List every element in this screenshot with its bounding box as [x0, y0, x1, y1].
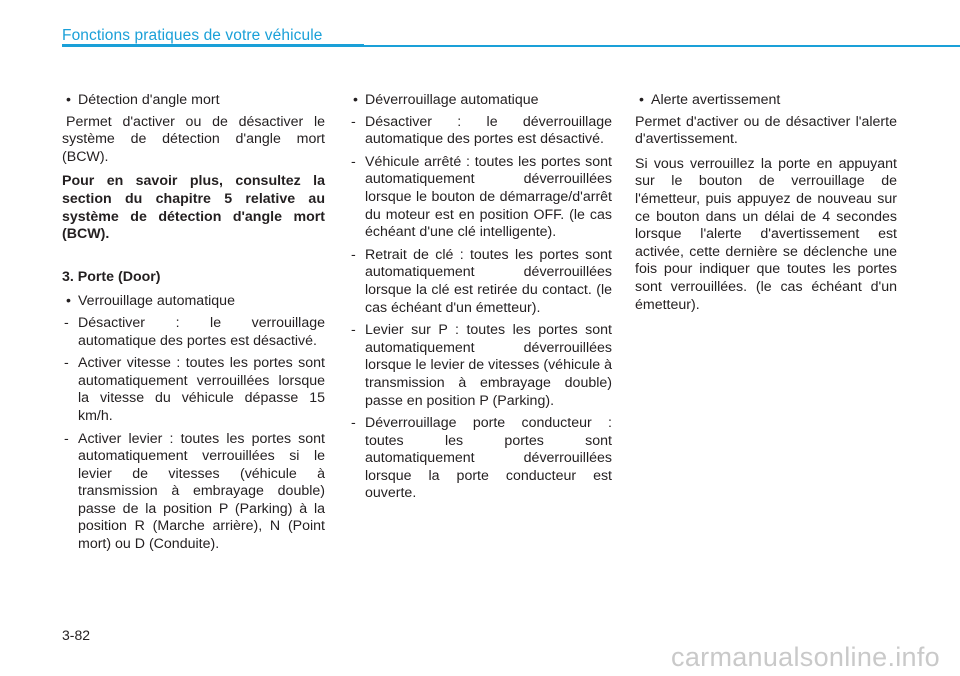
dash-item-speed-lock: - Activer vitesse : toutes les portes sont automatiquement verrouillées lorsque la vitesse du véhicule dépasse 15 km/h. [62, 355, 325, 425]
header-rule-thick [62, 44, 364, 47]
watermark-text: carmanualsonline.info [671, 642, 940, 672]
column-middle [349, 92, 612, 508]
paragraph-warning-toggle: Permet d'activer ou de désactiver l'alerte d'avertissement. [635, 113, 897, 148]
bullet-auto-unlock: • Déverrouillage automatique [349, 92, 612, 110]
dash-item-lever-on-p: - Levier sur P : toutes les portes sont automatiquement déverrouillées lorsque le levier de vitesses (véhicule à transmission à embrayage double) passe en position P (Parking). [349, 322, 612, 410]
paragraph-blind-spot: Permet d'activer ou de désactiver le système de détection d'angle mort (BCW). [62, 113, 325, 165]
dash-item-vehicle-stopped: - Véhicule arrêté : toutes les portes sont automatiquement déverrouillées lorsque le bouton de démarrage/d'arrêt du moteur est en position OFF. (le cas échéant d'une clé intelligente). [349, 154, 612, 242]
dash-item-disable-lock: - Désactiver : le verrouillage automatique des portes est désactivé. [62, 315, 325, 350]
dash-item-disable-unlock: - Désactiver : le déverrouillage automatique des portes est désactivé. [349, 114, 612, 149]
spacer [62, 251, 325, 269]
dash-item-key-removed: - Retrait de clé : toutes les portes sont automatiquement déverrouillées lorsque la clé est retirée du contact. (le cas échéant d'un émetteur). [349, 247, 612, 317]
column-left [62, 92, 325, 559]
section-header-title: Fonctions pratiques de votre véhicule [62, 27, 323, 44]
bullet-blind-spot: • Détection d'angle mort [62, 92, 325, 110]
header-rule-thin [364, 45, 960, 47]
paragraph-warning-detail: Si vous verrouillez la porte en appuyant sur le bouton de verrouillage de l'émetteur, puis appuyez de nouveau sur ce bouton dans un délai de 4 secondes lorsque l'alerte d'avertissement est activée, cette dernière se déclenche une fois pour indiquer que toutes les portes sont verrouillées. (le cas échéant d'un émetteur). [635, 155, 897, 313]
bullet-auto-lock: • Verrouillage automatique [62, 293, 325, 311]
note-blind-spot: Pour en savoir plus, consultez la section du chapitre 5 relative au système de détection d'angle mort (BCW). [62, 173, 325, 243]
dash-item-driver-door: - Déverrouillage porte conducteur : toutes les portes sont automatiquement déverrouillées lorsque la porte conducteur est ouverte. [349, 415, 612, 503]
page-number: 3-82 [62, 627, 91, 643]
column-right [635, 92, 897, 321]
bullet-warning-alert: • Alerte avertissement [635, 92, 897, 110]
dash-item-lever-lock: - Activer levier : toutes les portes sont automatiquement verrouillées si le levier de vitesses (véhicule à transmission à embrayage double) passe de la position P (Parking) à la position R (Marche arrière), N (Point mort) ou D (Conduite). [62, 431, 325, 554]
section-heading-door: 3. Porte (Door) [62, 268, 161, 285]
